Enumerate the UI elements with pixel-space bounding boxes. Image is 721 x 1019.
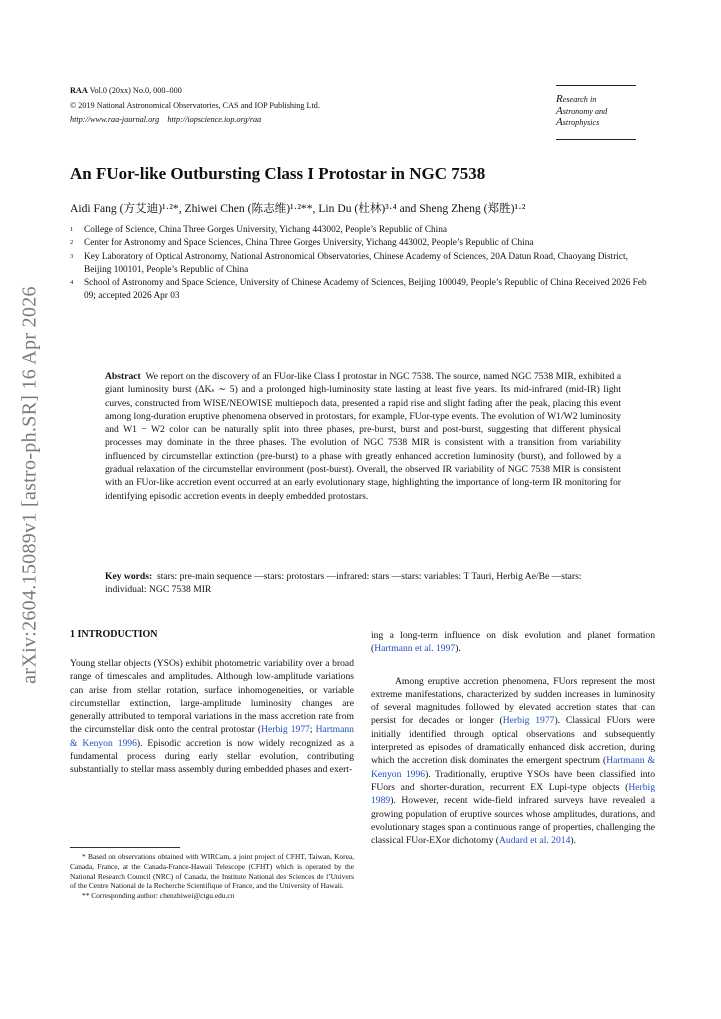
body-text: Young stellar objects (YSOs) exhibit photometric variability over a broad range of timescales and amplitudes. Although low-amplitude variations can arise from stellar rotation, surface inhomogeneities, or variable circumstellar extinction, large-amplitude luminosity changes are generally attributed to temporal variations in the mass accretion rate from the circumstellar disk onto the central protostar (	[70, 658, 354, 736]
affiliation-1	[70, 224, 650, 237]
author-list: Aidi Fang (方艾迪)¹·²*, Zhiwei Chen (陈志维)¹·²**, Lin Du (杜林)³·⁴ and Sheng Zheng (郑胜)¹·²	[70, 202, 526, 215]
abstract-text: We report on the discovery of an FUor-like Class I protostar in NGC 7538. The source, named NGC 7538 MIR, exhibited a giant luminosity burst (ΔKₛ ∼ 5) and a prolonged high-luminosity state lasting at least five years. Its mid-infrared (mid-IR) light curves, constructed from WISE/NEOWISE multiepoch data, presented a rapid rise and slight fading after the peak, placing this event among long-duration eruptive phenomena observed in protostars, for example, FUor-type events. The evolution of W1/W2 luminosity and W1 − W2 color can be naturally split into three phases, pre-burst, burst and post-burst, suggesting that different physical processes may dominate in the three phases. The evolution of NGC 7538 MIR is consistent with a transition from variability influenced by circumstellar extinction (pre-burst) to a phase with greatly enhanced accretion luminosity (burst), and followed by a gradual relaxation of the circumstellar environment (post-burst). Overall, the observed IR variability of NGC 7538 MIR is consistent with an FUor-like accretion event occurred at an early evolutionary stage, highlighting the importance of long-term IR monitoring for identifying episodic accretion events in deeply embedded protostars.	[105, 371, 622, 502]
arxiv-stamp-text: arXiv:2604.15089v1 [astro-ph.SR] 16 Apr 2026	[18, 286, 41, 684]
body-text: ).	[455, 643, 461, 655]
intro-paragraph-1-continued	[371, 629, 655, 656]
citation-link[interactable]: Herbig 1977	[261, 724, 310, 736]
keywords	[105, 570, 621, 597]
affiliation-number: 2	[70, 239, 74, 247]
affiliation-text: College of Science, China Three Gorges University, Yichang 443002, People’s Republic of China	[84, 225, 448, 235]
affiliation-text: Key Laboratory of Optical Astronomy, National Astronomical Observatories, Chinese Academy of Sciences, 20A Datun Road, Chaoyang District, Beijing 100101, People’s Republic of China	[84, 251, 628, 275]
iop-url[interactable]: http://iopscience.iop.org/raa	[167, 115, 262, 124]
footnotes	[70, 852, 354, 901]
citation-link[interactable]: Audard et al. 2014	[498, 835, 571, 847]
body-text: ).	[570, 835, 576, 847]
journal-url[interactable]: http://www.raa-journal.org	[70, 115, 160, 124]
affiliation-number: 4	[70, 279, 74, 287]
body-text: ). However, recent wide-field infrared surveys have revealed a growing population of eruptive sources whose amplitudes, durations, and evolutionary stages span a continuous range of properties, challenging the classical FUor-EXor dichotomy (	[371, 795, 655, 847]
citation-link[interactable]: Herbig 1977	[502, 715, 555, 727]
section-heading-introduction: 1 INTRODUCTION	[70, 629, 158, 640]
body-text: ;	[309, 724, 316, 736]
affiliations	[70, 224, 650, 304]
abstract-label: Abstract	[105, 371, 141, 382]
affiliation-text: School of Astronomy and Space Science, University of Chinese Academy of Sciences, Beijing 100049, People’s Republic of China Received 2026 Feb 09; accepted 2026 Apr 03	[84, 278, 647, 302]
body-text: Among eruptive accretion phenomena, FUors represent the most extreme manifestations, characterized by sudden increases in luminosity of several magnitudes followed by elevated accretion states that can persist for decades or longer (	[371, 675, 655, 727]
journal-header	[70, 84, 320, 128]
affiliation-number: 1	[70, 226, 74, 233]
intro-paragraph-1	[70, 657, 354, 777]
footnote-observations: * Based on observations obtained with WIRCam, a joint project of CFHT, Taiwan, Korea, Canada, France, at the Canada-France-Hawaii Telescope (CFHT) which is operated by the National Research Council (NRC) of Canada, the Institute National des Sciences de l’Univers of the Centre National de la Recherche Scientifique of France, and the University of Hawaii.	[70, 852, 354, 891]
right-column	[371, 629, 655, 847]
left-column	[70, 657, 354, 777]
affiliation-number: 3	[70, 252, 74, 260]
raa-logo: Research in Astronomy and Astrophysics	[556, 85, 636, 140]
citation-link[interactable]: Hartmann & Kenyon 1996	[371, 755, 655, 780]
footnote-corresponding-author: ** Corresponding author: chenzhiwei@ctgu.edu.cn	[82, 891, 235, 901]
affiliation-3	[70, 251, 650, 278]
body-text: ing a long-term influence on disk evolution and planet formation (	[371, 630, 655, 655]
body-text: ). Traditionally, eruptive YSOs have been classified into FUors and shorter-duration, recurrent EX Lupi-type objects (	[371, 768, 655, 793]
keywords-text: stars: pre-main sequence —stars: protostars —infrared: stars —stars: variables: T Tauri, Herbig Ae/Be —stars: individual: NGC 7538 MIR	[105, 571, 582, 596]
body-text: ). Classical FUors were initially identified through optical observations and subsequently interpreted as episodes of dramatically enhanced disk accretion, during which the accretion disk dominates the emergent spectrum (	[371, 715, 655, 767]
footnote-rule	[70, 847, 180, 848]
paper-title: An FUor-like Outbursting Class I Protostar in NGC 7538	[70, 164, 486, 183]
body-text: ). Episodic accretion is now widely recognized as a fundamental process during early stellar evolution, contributing substantially to stellar mass assembly during embedded phases and exert-	[70, 737, 354, 776]
keywords-label: Key words:	[105, 571, 153, 582]
journal-volume: Vol.0 (20xx) No.0, 000–000	[87, 86, 182, 95]
citation-link[interactable]: Herbig 1989	[371, 781, 655, 807]
abstract	[105, 370, 621, 503]
affiliation-4	[70, 277, 650, 304]
citation-link[interactable]: Hartmann et al. 1997	[374, 643, 456, 655]
copyright-line: © 2019 National Astronomical Observatories, CAS and IOP Publishing Ltd.	[70, 100, 320, 110]
citation-link[interactable]: Hartmann & Kenyon 1996	[70, 724, 354, 749]
affiliation-2	[70, 237, 650, 250]
arxiv-stamp	[8, 270, 52, 700]
affiliation-text: Center for Astronomy and Space Sciences, China Three Gorges University, Yichang 443002, People’s Republic of China	[84, 238, 534, 249]
journal-abbrev: RAA	[70, 86, 88, 95]
intro-paragraph-2	[371, 675, 655, 848]
